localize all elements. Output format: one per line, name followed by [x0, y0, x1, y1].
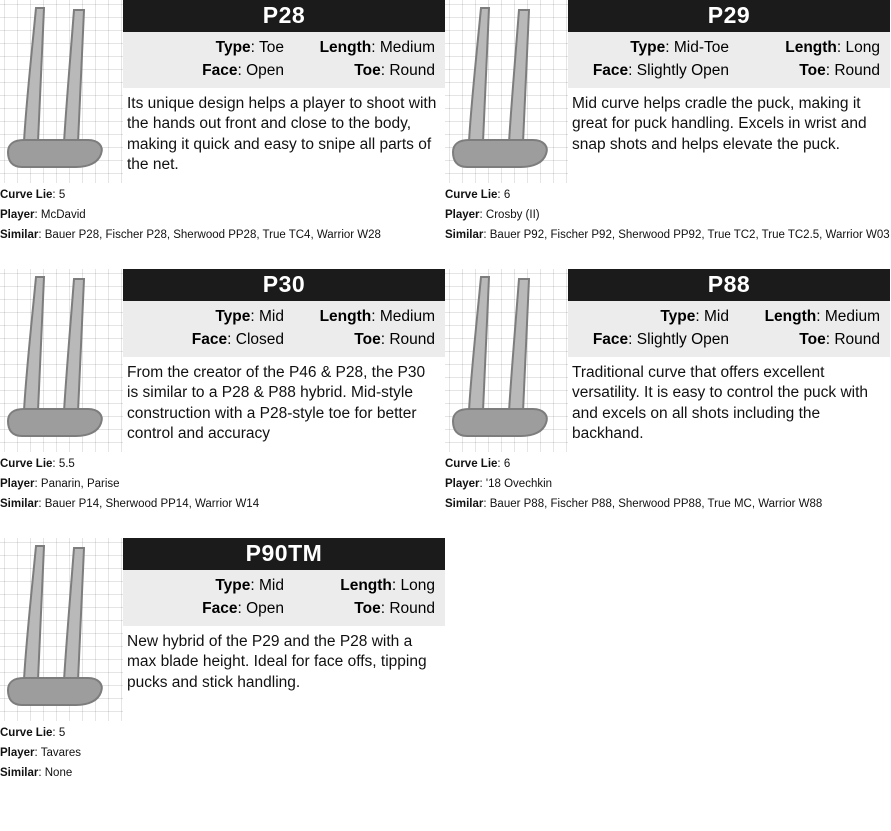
spec-type-value: Mid-Toe — [673, 39, 729, 57]
curve-title: P90TM — [123, 538, 445, 570]
card-meta — [0, 452, 445, 514]
spec-face-value: Slightly Open — [636, 62, 729, 80]
spec-length-value: Long — [400, 577, 435, 595]
card-row — [0, 0, 891, 245]
spec-table — [568, 301, 890, 357]
meta-similar-value: Bauer P88, Fischer P88, Sherwood PP88, True MC, Warrior W88 — [489, 498, 823, 510]
card-top — [0, 269, 445, 452]
spec-type-value: Mid — [259, 577, 284, 595]
spec-face: Face: Slightly Open — [592, 62, 729, 80]
card-row — [0, 269, 891, 514]
spec-face-value: Slightly Open — [636, 331, 729, 349]
meta-curve-lie-label: Curve Lie — [0, 189, 53, 201]
spec-row — [133, 59, 435, 82]
meta-similar-value: Bauer P28, Fischer P28, Sherwood PP28, True TC4, Warrior W28 — [44, 229, 381, 241]
spec-length: Length: Medium — [764, 308, 880, 326]
meta-curve-lie-value: 5 — [58, 189, 66, 201]
blade-card — [0, 269, 445, 514]
spec-face-label: Face — [191, 331, 228, 349]
empty-cell — [445, 538, 890, 783]
spec-toe-label: Toe — [354, 62, 381, 80]
spec-toe-value: Round — [834, 331, 880, 349]
blade-diagram-icon — [0, 0, 123, 183]
spec-row — [578, 59, 880, 82]
spec-face-label: Face — [592, 331, 629, 349]
spec-row — [133, 574, 435, 597]
card-top — [0, 538, 445, 721]
blade-diagram-icon — [0, 538, 123, 721]
spec-table — [123, 301, 445, 357]
card-top — [0, 0, 445, 183]
card-top — [445, 0, 890, 183]
blade-illustration — [445, 0, 568, 183]
meta-player-label: Player — [0, 478, 35, 490]
meta-player-label: Player — [0, 209, 35, 221]
spec-face-label: Face — [592, 62, 629, 80]
spec-table — [568, 32, 890, 88]
spec-type-value: Toe — [259, 39, 284, 57]
card-meta — [445, 452, 890, 514]
meta-player-value: McDavid — [40, 209, 86, 221]
spec-length-value: Long — [845, 39, 880, 57]
meta-curve-lie: Curve Lie: 6 — [445, 189, 511, 201]
meta-player-value: '18 Ovechkin — [485, 478, 553, 490]
blade-illustration — [0, 0, 123, 183]
meta-curve-lie-value: 5.5 — [58, 458, 75, 470]
spec-type-value: Mid — [704, 308, 729, 326]
spec-toe: Toe: Round — [354, 62, 435, 80]
blade-card — [445, 0, 890, 245]
blade-card — [445, 269, 890, 514]
spec-face-label: Face — [202, 62, 238, 80]
meta-curve-lie-label: Curve Lie — [445, 189, 498, 201]
meta-player-label: Player — [445, 209, 480, 221]
card-info — [568, 269, 890, 448]
meta-curve-lie-label: Curve Lie — [0, 727, 53, 739]
curve-description: Mid curve helps cradle the puck, making it great for puck handling. Excels in wrist and snap shots and helps elevate the puck. — [572, 94, 867, 153]
meta-curve-lie: Curve Lie: 6 — [445, 458, 511, 470]
curve-description: Traditional curve that offers excellent versatility. It is easy to control the puck with and excels on all shots including the backhand. — [572, 363, 869, 442]
spec-type-label: Type — [215, 39, 251, 57]
blade-diagram-icon — [0, 269, 123, 452]
spec-face-value: Open — [246, 62, 284, 80]
meta-curve-lie: Curve Lie: 5 — [0, 727, 66, 739]
meta-player-label: Player — [0, 747, 35, 759]
card-info — [568, 0, 890, 159]
meta-similar-label: Similar — [445, 229, 484, 241]
meta-curve-lie: Curve Lie: 5 — [0, 189, 66, 201]
meta-curve-lie-value: 6 — [503, 458, 511, 470]
spec-table — [123, 570, 445, 626]
spec-length-value: Medium — [824, 308, 880, 326]
spec-toe: Toe: Round — [354, 331, 435, 349]
meta-player-label: Player — [445, 478, 480, 490]
blade-diagram-icon — [445, 0, 568, 183]
curve-description: Its unique design helps a player to shoot with the hands out front and close to the body, making it quick and easy to snipe all parts of the net. — [127, 94, 437, 173]
spec-row — [133, 328, 435, 351]
spec-row — [578, 328, 880, 351]
spec-type-label: Type — [215, 577, 251, 595]
curve-description: New hybrid of the P29 and the P28 with a max blade height. Ideal for face offs, tipping pucks and stick handling. — [127, 632, 427, 691]
card-row — [0, 538, 891, 783]
spec-type: Type: Mid — [215, 577, 284, 595]
blade-illustration — [0, 269, 123, 452]
spec-length-label: Length — [785, 39, 837, 57]
spec-toe-label: Toe — [799, 62, 826, 80]
spec-length-value: Medium — [379, 39, 435, 57]
meta-curve-lie-value: 6 — [503, 189, 511, 201]
meta-player: Player: Tavares — [0, 747, 81, 759]
spec-length: Length: Long — [785, 39, 880, 57]
spec-length: Length: Medium — [319, 308, 435, 326]
spec-row — [578, 305, 880, 328]
meta-player-value: Crosby (II) — [485, 209, 540, 221]
spec-row — [133, 305, 435, 328]
spec-length-label: Length — [764, 308, 817, 326]
spec-type-label: Type — [215, 308, 251, 326]
spec-length: Length: Long — [340, 577, 435, 595]
spec-type: Type: Mid-Toe — [630, 39, 729, 57]
curve-description: From the creator of the P46 & P28, the P30 is similar to a P28 & P88 hybrid. Mid-style construction with a P28-style toe for better control and accuracy — [127, 363, 426, 442]
spec-face-value: Open — [246, 600, 284, 618]
spec-toe-value: Round — [389, 600, 435, 618]
spec-toe: Toe: Round — [799, 331, 880, 349]
curve-title: P30 — [123, 269, 445, 301]
spec-type-label: Type — [630, 39, 666, 57]
meta-curve-lie-label: Curve Lie — [445, 458, 498, 470]
meta-similar-label: Similar — [445, 498, 484, 510]
spec-toe-label: Toe — [799, 331, 826, 349]
row-spacer — [0, 245, 891, 269]
meta-curve-lie-label: Curve Lie — [0, 458, 53, 470]
blade-illustration — [0, 538, 123, 721]
meta-similar-label: Similar — [0, 767, 39, 779]
meta-similar-value: Bauer P14, Sherwood PP14, Warrior W14 — [44, 498, 260, 510]
meta-player-value: Panarin, Parise — [40, 478, 120, 490]
blade-diagram-icon — [445, 269, 568, 452]
spec-type: Type: Toe — [215, 39, 284, 57]
meta-similar: Similar: Bauer P28, Fischer P28, Sherwood PP28, True TC4, Warrior W28 — [0, 229, 381, 241]
spec-toe-label: Toe — [354, 331, 381, 349]
spec-face: Face: Slightly Open — [592, 331, 729, 349]
spec-length-value: Medium — [379, 308, 435, 326]
meta-similar-label: Similar — [0, 498, 39, 510]
card-meta — [0, 183, 445, 245]
card-info — [123, 269, 445, 448]
meta-similar-value: None — [44, 767, 73, 779]
spec-length-label: Length — [319, 39, 372, 57]
spec-type: Type: Mid — [660, 308, 729, 326]
spec-type-label: Type — [660, 308, 696, 326]
spec-toe: Toe: Round — [354, 600, 435, 618]
card-info — [123, 0, 445, 179]
row-spacer — [0, 514, 891, 538]
meta-player: Player: Panarin, Parise — [0, 478, 120, 490]
blade-illustration — [445, 269, 568, 452]
meta-curve-lie: Curve Lie: 5.5 — [0, 458, 75, 470]
meta-similar-value: Bauer P92, Fischer P92, Sherwood PP92, True TC2, True TC2.5, Warrior W03 — [489, 229, 890, 241]
spec-row — [578, 36, 880, 59]
meta-player-value: Tavares — [40, 747, 81, 759]
spec-face-label: Face — [202, 600, 238, 618]
curve-title: P29 — [568, 0, 890, 32]
spec-row — [133, 36, 435, 59]
spec-length-label: Length — [319, 308, 372, 326]
meta-similar: Similar: Bauer P92, Fischer P92, Sherwood PP92, True TC2, True TC2.5, Warrior W03 — [445, 229, 890, 241]
card-info — [123, 538, 445, 697]
curve-title: P28 — [123, 0, 445, 32]
meta-similar: Similar: Bauer P14, Sherwood PP14, Warrior W14 — [0, 498, 260, 510]
blade-card — [0, 0, 445, 245]
meta-similar: Similar: None — [0, 767, 73, 779]
spec-table — [123, 32, 445, 88]
spec-face: Face: Closed — [191, 331, 284, 349]
meta-player: Player: Crosby (II) — [445, 209, 540, 221]
spec-face: Face: Open — [202, 62, 284, 80]
meta-similar-label: Similar — [0, 229, 39, 241]
card-top — [445, 269, 890, 452]
blade-card — [0, 538, 445, 783]
meta-similar: Similar: Bauer P88, Fischer P88, Sherwood PP88, True MC, Warrior W88 — [445, 498, 823, 510]
spec-toe-value: Round — [834, 62, 880, 80]
card-meta — [0, 721, 445, 783]
spec-toe-label: Toe — [354, 600, 381, 618]
meta-curve-lie-value: 5 — [58, 727, 66, 739]
spec-length-label: Length — [340, 577, 392, 595]
meta-player: Player: McDavid — [0, 209, 86, 221]
card-meta — [445, 183, 890, 245]
spec-type-value: Mid — [259, 308, 284, 326]
spec-toe: Toe: Round — [799, 62, 880, 80]
spec-face-value: Closed — [235, 331, 284, 349]
spec-length: Length: Medium — [319, 39, 435, 57]
spec-row — [133, 597, 435, 620]
meta-player: Player: '18 Ovechkin — [445, 478, 553, 490]
spec-toe-value: Round — [389, 331, 435, 349]
spec-type: Type: Mid — [215, 308, 284, 326]
spec-toe-value: Round — [389, 62, 435, 80]
curve-title: P88 — [568, 269, 890, 301]
spec-face: Face: Open — [202, 600, 284, 618]
